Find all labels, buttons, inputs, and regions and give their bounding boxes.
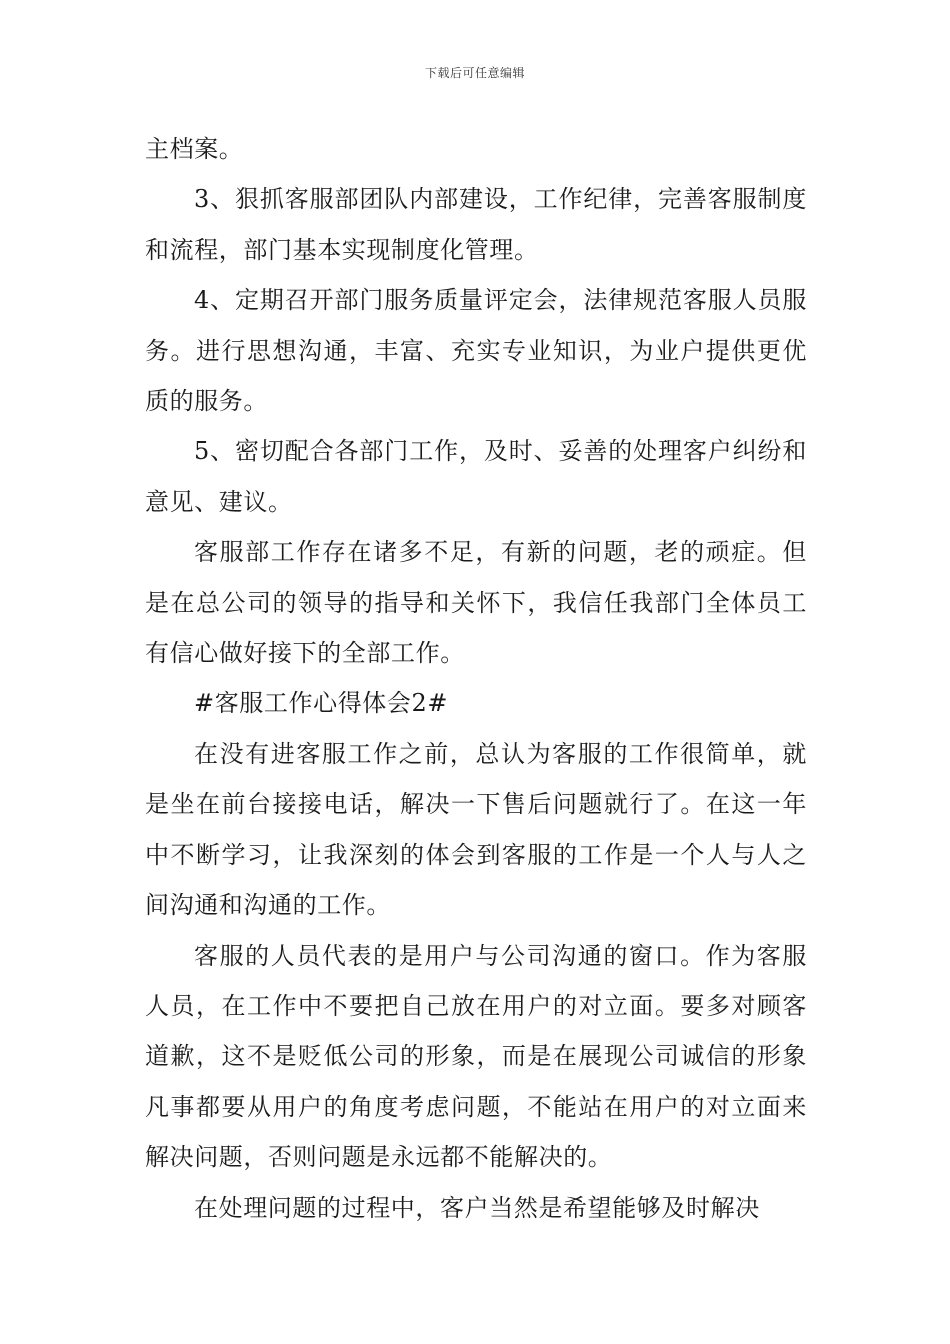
page-header-note: 下载后可任意编辑	[424, 66, 525, 80]
section-heading: #客服工作心得体会2#	[194, 689, 449, 718]
paragraph-continuation: 主档案。	[145, 135, 244, 163]
paragraph-process: 在处理问题的过程中，客户当然是希望能够及时解决	[194, 1193, 760, 1222]
paragraph-item-4: 4、定期召开部门服务质量评定会，法律规范客服人员服务。进行思想沟通，丰富、充实专业知识，为业户提供更优质的服务。	[145, 286, 807, 416]
document-body	[145, 124, 807, 1233]
paragraph-summary: 客服部工作存在诸多不足，有新的问题，老的顽症。但是在总公司的领导的指导和关怀下，我信任我部门全体员工有信心做好接下的全部工作。	[145, 538, 807, 668]
paragraph-window: 客服的人员代表的是用户与公司沟通的窗口。作为客服人员，在工作中不要把自己放在用户的对立面。要多对顾客道歉，这不是贬低公司的形象，而是在展现公司诚信的形象凡事都要从用户的角度考虑问题，不能站在用户的对立面来解决问题，否则问题是永远都不能解决的。	[145, 941, 807, 1172]
paragraph-item-5: 5、密切配合各部门工作，及时、妥善的处理客户纠纷和意见、建议。	[145, 437, 807, 516]
paragraph-item-3: 3、狠抓客服部团队内部建设，工作纪律，完善客服制度和流程，部门基本实现制度化管理。	[145, 185, 807, 264]
paragraph-intro: 在没有进客服工作之前，总认为客服的工作很简单，就是坐在前台接接电话，解决一下售后问题就行了。在这一年中不断学习，让我深刻的体会到客服的工作是一个人与人之间沟通和沟通的工作。	[145, 739, 807, 920]
